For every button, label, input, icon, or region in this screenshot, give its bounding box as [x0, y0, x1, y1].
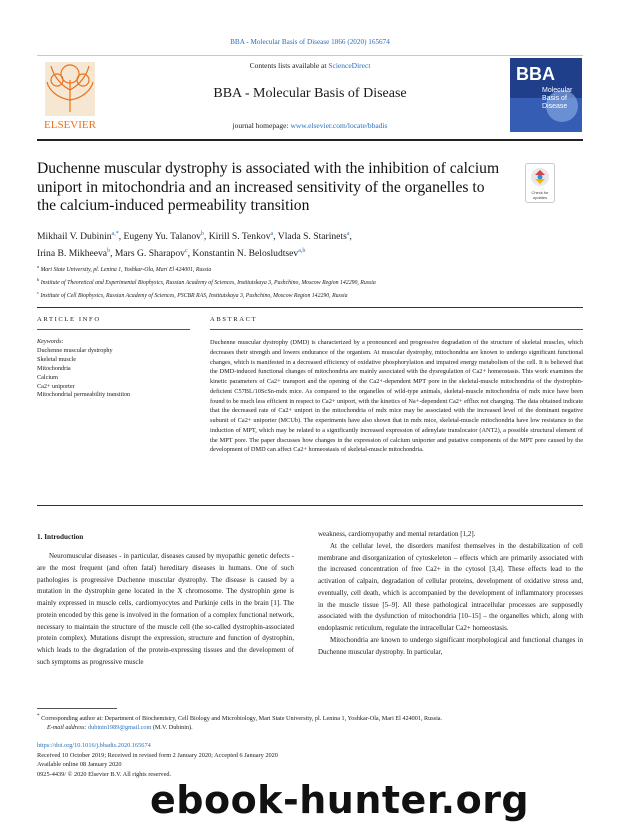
- abstract-heading: ABSTRACT: [210, 316, 258, 323]
- affiliation-item: $^c$ Institute of Cell Biophysics, Russian Academy of Sciences, PSCBR RAS, Institutskaya 3, Pushchino, Moscow Region 142290, Russia: [37, 290, 348, 300]
- sciencedirect-link[interactable]: ScienceDirect: [328, 61, 371, 70]
- intro-paragraph: Neuromuscular diseases - in particular, diseases caused by myopathic genetic defects - are the most frequent (and often fatal) hereditary diseases in humans. One of such pathologies is progressive Duchenne muscular dystrophy. The disease is caused by a mutation in the dystrophin gene located in the X chromosome. The dystrophin gene is mainly expressed in muscle cells, cardiomyocytes and Purkinje cells in the brain [1]. The protein encoded by this gene is involved in the formation of a complex functional network, necessary to maintain the structure of the muscle cell (the so-called dystrophin-associated protein complex). Mutations disrupt the expression, structure and function of dystrophin, which leads to the degradation of the protein-expressing tissues and the development of such symptoms as progressive muscle: [37, 552, 294, 666]
- keyword: Calcium: [37, 373, 58, 381]
- email-link[interactable]: dubinin1989@gmail.com: [88, 724, 152, 732]
- affiliation-item: $^a$ Mari State University, pl. Lenina 1, Yoshkar-Ola, Mari El 424001, Russia: [37, 264, 212, 273]
- homepage-prefix: journal homepage:: [232, 121, 291, 130]
- keywords-label: Keywords:: [37, 338, 64, 345]
- section-rule: [37, 307, 583, 308]
- article-info-heading: ARTICLE INFO: [37, 316, 101, 323]
- watermark: ebook-hunter.org: [150, 778, 530, 822]
- keyword: Skeletal muscle: [37, 355, 77, 363]
- crossmark-text-1: Check for: [531, 190, 549, 195]
- homepage-link[interactable]: www.elsevier.com/locate/bbadis: [290, 121, 388, 130]
- cover-title-molecular: Molecular: [542, 87, 573, 94]
- email-suffix: (M.V. Dubinin).: [152, 724, 193, 732]
- intro-right-column: [318, 529, 583, 658]
- journal-name: BBA - Molecular Basis of Disease: [213, 86, 407, 101]
- keyword: Mitochondrial permeability transition: [37, 391, 131, 399]
- intro-paragraph: At the cellular level, the disorders manifest themselves in the destabilization of cell membrane and disorganization of cytoskeleton – effects which are primarily associated with the increased concentration of free Ca2+ in the cytosol [3,4]. These effects lead to the activation of calpain, degradation of cellular proteins, development of oxidative stress and, eventually, cell death, which is accompanied by the development of inflammatory processes in the muscle tissue [5–9]. All these pathological intracellular processes are supposedly associated with the dysfunction of mitochondria [10–15] – the organelles which, along with endoplasmic reticulum, regulate the intracellular Ca2+ homeostasis.: [318, 541, 583, 632]
- contents-prefix: Contents lists available at: [249, 61, 329, 70]
- abstract-text: Duchenne muscular dystrophy (DMD) is characterized by a pronounced and progressive degradation of the structure of skeletal muscles, which decreases their strength and lowers endurance of the organism. At muscular dystrophy, mitochondria are known to undergo significant functional changes, which is manifested in a decreased efficiency of oxidative phosphorylation and impaired energy metabolism of the cell. It is believed that the DMD-induced functional changes of mitochondria are mainly associated with the dysregulation of Ca2+ homeostasis. This work examines the kinetic parameters of Ca2+ transport and the opening of the Ca2+-dependent MPT pore in the skeletal-muscle mitochondria of the dystrophin-deficient C57BL/10ScSn-mdx mice. As compared to the organelles of wild-type animals, skeletal-muscle mitochondria of mdx mice have been found to be much less efficient in respect to Ca2+ uniport, with the kinetics of Na+-dependent Ca2+ efflux not changing. The data obtained indicate that the decreased rate of Ca2+ uniport in the mitochondria of mdx mice may be associated with the increased level of the dominant negative subunit of Ca2+ uniporter (MCUb). The experiments have also shown that in mdx mice, skeletal-muscle mitochondria have low resistance to the induction of MPT, which may be related to a significantly increased expression of adenylate translocator (ANT2), a possible structural element of the MPT pore. The paper discusses how changes in the expression of calcium uniporter and putative components of the MPT pore caused by the development of DMD can affect Ca2+ homeostasis of skeletal-muscle mitochondria.: [210, 339, 583, 454]
- email-label: E-mail address:: [47, 724, 87, 732]
- keyword: Duchenne muscular dystrophy: [37, 346, 113, 354]
- intro-paragraph: Mitochondria are known to undergo significant morphological and functional changes in Duchenne muscular dystrophy. In particular,: [318, 635, 583, 656]
- author[interactable]: Kirill S. Tenkov$^a$,: [208, 231, 278, 243]
- footnote-text: Corresponding author at: Department of Biochemistry, Cell Biology and Microbiology, Mari State University, pl. Lenina 1, Yoshkar-Ola, Mari El 424001, Russia.: [41, 715, 443, 723]
- copyright: 0925-4439/ © 2020 Elsevier B.V. All rights reserved.: [37, 770, 172, 778]
- affiliations: [37, 262, 577, 302]
- abstract-rule: [210, 329, 583, 330]
- elsevier-wordmark: ELSEVIER: [44, 119, 96, 131]
- intro-left-column: [37, 551, 294, 669]
- received-dates: Received 10 October 2019; Received in revised form 2 January 2020; Accepted 6 January 2020: [37, 751, 278, 759]
- keyword: Mitochondria: [37, 364, 71, 372]
- author[interactable]: Vlada S. Starinets$^a$,: [277, 231, 352, 243]
- keyword: Ca2+ uniporter: [37, 382, 75, 390]
- author[interactable]: Mikhail V. Dubinin$^{a,*}$,: [37, 231, 124, 243]
- cover-title-bba: BBA: [516, 64, 555, 84]
- elsevier-logo: [37, 60, 103, 132]
- check-for-updates-icon[interactable]: [525, 163, 555, 203]
- keywords-block: [37, 338, 187, 400]
- footnote-marker: *: [37, 713, 40, 719]
- authors: [37, 227, 567, 261]
- article-meta: [37, 741, 397, 779]
- corresponding-author-footnote: [37, 712, 583, 733]
- intro-paragraph: weakness, cardiomyopathy and mental retardation [1,2].: [318, 530, 476, 538]
- author[interactable]: Konstantin N. Belosludtsev$^{a,b}$: [192, 248, 306, 260]
- journal-cover-image: [510, 58, 582, 132]
- abstract-bottom-rule: [37, 505, 583, 506]
- author[interactable]: Mars G. Sharapov$^c$,: [114, 248, 193, 260]
- available-online: Available online 08 January 2020: [37, 761, 122, 769]
- header-bottom-rule: [37, 139, 583, 141]
- intro-heading: 1. Introduction: [37, 533, 84, 541]
- author[interactable]: Irina B. Mikheeva$^b$,: [37, 248, 115, 260]
- affiliation-item: $^b$ Institute of Theoretical and Experimental Biophysics, Russian Academy of Sciences, Institutskaya 3, Pushchino, Moscow Region 142290, Russia: [37, 277, 376, 287]
- header-top-rule: [37, 55, 583, 56]
- crossmark-text-2: updates: [532, 195, 548, 200]
- doi-link[interactable]: https://doi.org/10.1016/j.bbadis.2020.165674: [37, 742, 151, 749]
- contents-line: [140, 61, 480, 70]
- journal-citation[interactable]: BBA - Molecular Basis of Disease 1866 (2020) 165674: [230, 38, 390, 46]
- homepage-line: [140, 121, 480, 130]
- article-info-rule: [37, 329, 190, 330]
- author[interactable]: Eugeny Yu. Talanov$^b$,: [123, 231, 209, 243]
- cover-title-disease: Disease: [542, 103, 568, 110]
- footnote-rule: [37, 708, 117, 709]
- cover-title-basis: Basis of: [542, 95, 567, 102]
- article-title: Duchenne muscular dystrophy is associated with the inhibition of calcium uniport in mitochondria and an increased sensitivity of the organelles to the calcium-induced permeability transition: [37, 160, 500, 215]
